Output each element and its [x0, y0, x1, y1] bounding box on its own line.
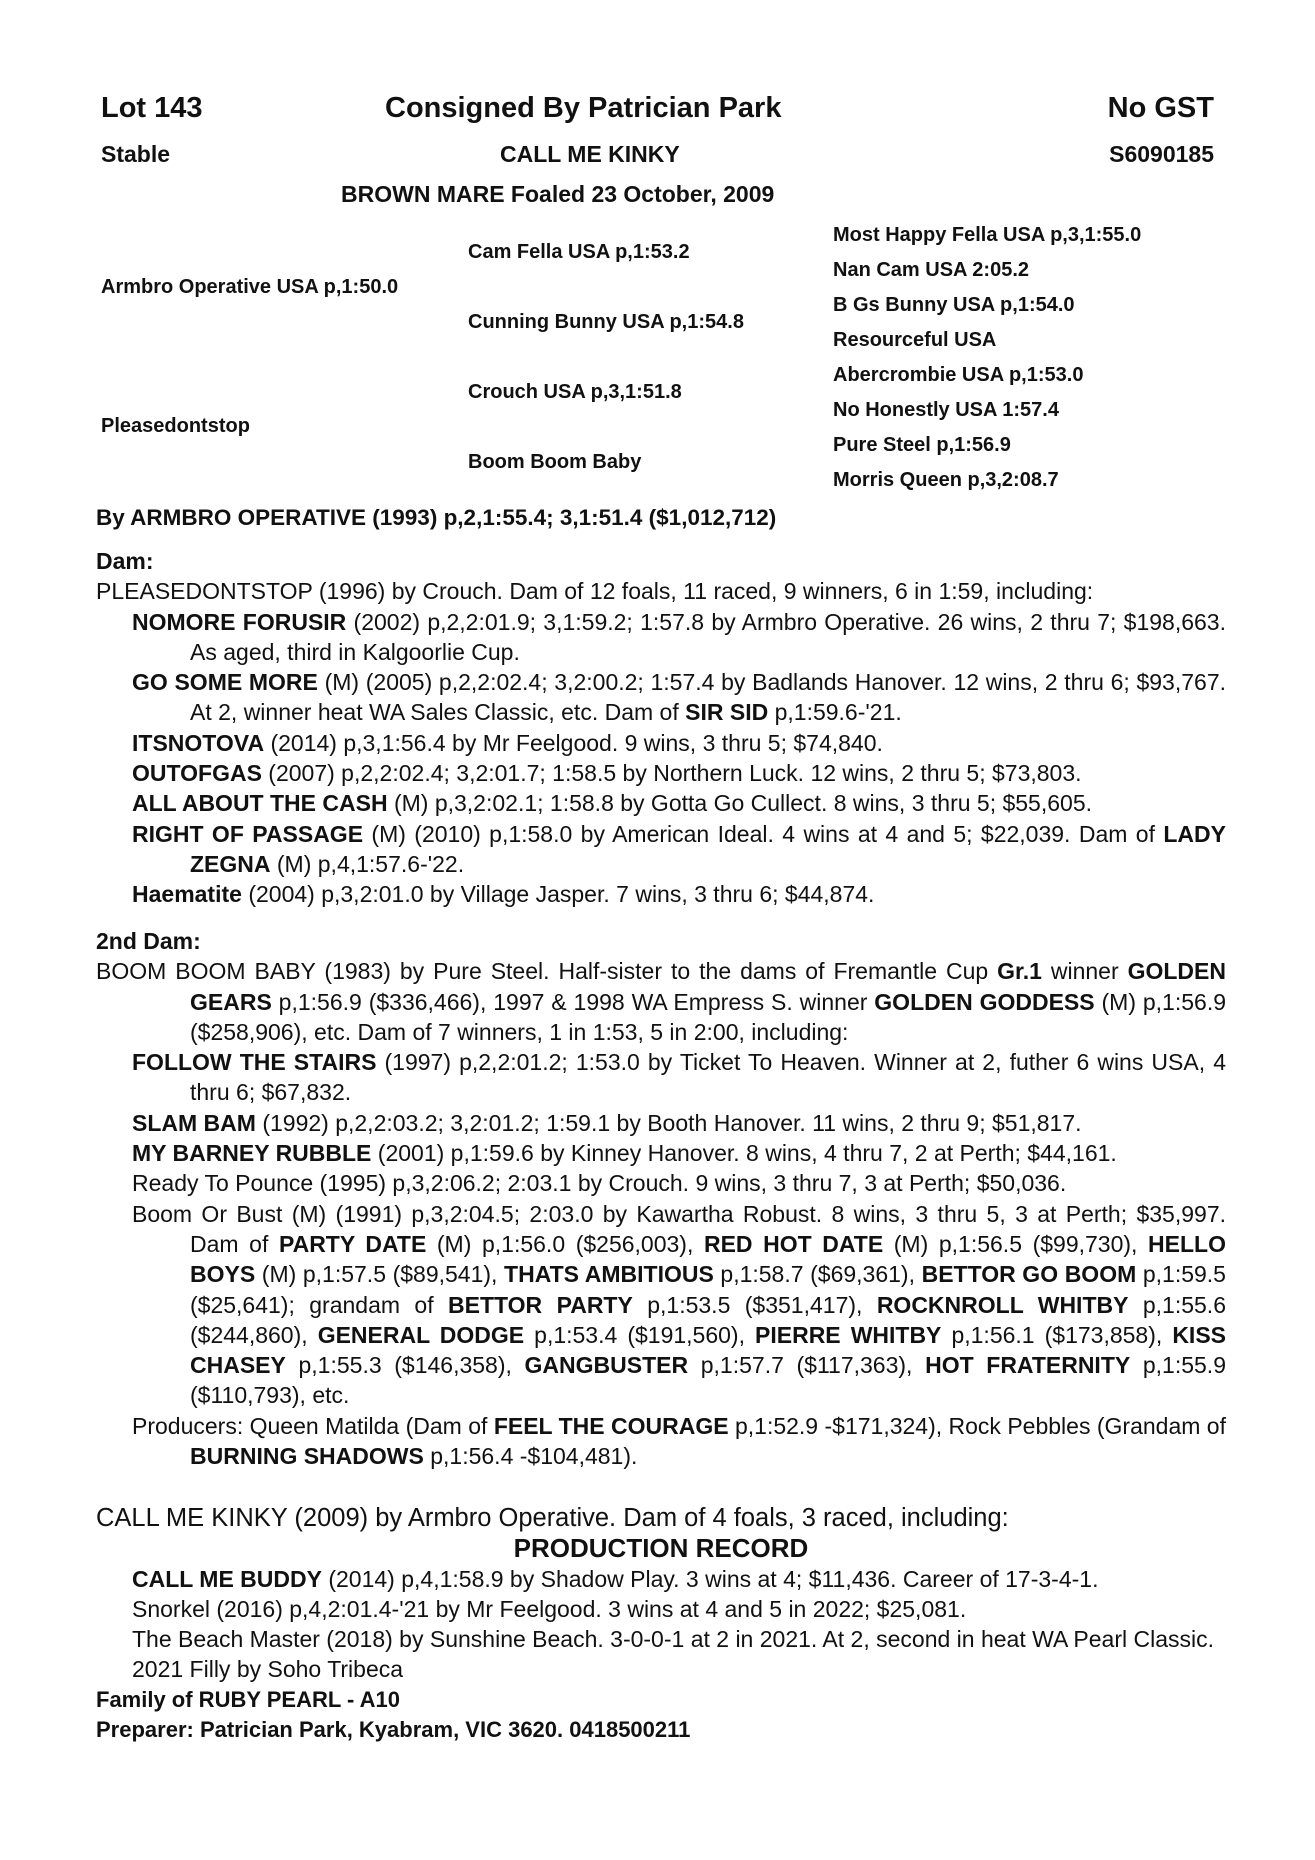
- consignor: Consigned By Patrician Park: [385, 92, 782, 124]
- dam-intro: PLEASEDONTSTOP (1996) by Crouch. Dam of 12 foals, 11 raced, 9 winners, 6 in 1:59, including:: [96, 578, 1094, 605]
- horse-name-bold: GOLDEN GODDESS: [874, 988, 1095, 1015]
- pedigree-gen3: Abercrombie USA p,1:53.0: [833, 364, 1084, 386]
- horse-name-bold: SIR SID: [685, 699, 769, 726]
- horse-name-bold: LADY ZEGNA: [190, 820, 1226, 877]
- progeny-entry: Ready To Pounce (1995) p,3,2:06.2; 2:03.1 by Crouch. 9 wins, 3 thru 7, 3 at Perth; $50,036.: [132, 1170, 1067, 1197]
- progeny-entry: ALL ABOUT THE CASH (M) p,3,2:02.1; 1:58.8 by Gotta Go Cullect. 8 wins, 3 thru 5; $55,605.: [132, 790, 1093, 817]
- dam-section: [96, 546, 1226, 910]
- production-entry: Snorkel (2016) p,4,2:01.4-'21 by Mr Feelgood. 3 wins at 4 and 5 in 2022; $25,081.: [132, 1595, 967, 1622]
- preparer-line: Preparer: Patrician Park, Kyabram, VIC 3620. 0418500211: [96, 1717, 691, 1743]
- progeny-entry: FOLLOW THE STAIRS (1997) p,2,2:01.2; 1:53.0 by Ticket To Heaven. Winner at 2, futher 6 wins USA, 4 thru 6; $67,832.: [132, 1049, 1226, 1106]
- horse-description: BROWN MARE Foaled 23 October, 2009: [341, 181, 775, 207]
- horse-name: CALL ME KINKY: [500, 141, 680, 167]
- production-entry: 2021 Filly by Soho Tribeca: [132, 1656, 404, 1683]
- production-heading: PRODUCTION RECORD: [513, 1533, 809, 1564]
- horse-name-bold: Haematite: [132, 881, 242, 908]
- horse-name-bold: SLAM BAM: [132, 1109, 256, 1136]
- horse-name-bold: GOLDEN GEARS: [190, 958, 1226, 1015]
- second-dam-heading: 2nd Dam:: [96, 928, 201, 954]
- pedigree-gen3: Nan Cam USA 2:05.2: [833, 259, 1029, 281]
- pedigree-gen3: Morris Queen p,3,2:08.7: [833, 469, 1059, 491]
- pedigree-gen3: B Gs Bunny USA p,1:54.0: [833, 294, 1075, 316]
- family-line: Family of RUBY PEARL - A10: [96, 1686, 400, 1712]
- horse-code: S6090185: [1109, 141, 1214, 167]
- horse-name-bold: MY BARNEY RUBBLE: [132, 1140, 372, 1167]
- progeny-entry: ITSNOTOVA (2014) p,3,1:56.4 by Mr Feelgood. 9 wins, 3 thru 5; $74,840.: [132, 729, 883, 756]
- horse-name-bold: RIGHT OF PASSAGE: [132, 820, 364, 847]
- production-intro: CALL ME KINKY (2009) by Armbro Operative. Dam of 4 foals, 3 raced, including:: [96, 1504, 1009, 1532]
- horse-name-bold: FOLLOW THE STAIRS: [132, 1049, 377, 1076]
- horse-name-bold: ITSNOTOVA: [132, 729, 265, 756]
- pedigree-dam: Pleasedontstop: [101, 415, 250, 437]
- by-line: By ARMBRO OPERATIVE (1993) p,2,1:55.4; 3,1:51.4 ($1,012,712): [96, 505, 777, 530]
- second-dam-intro: BOOM BOOM BABY (1983) by Pure Steel. Half-sister to the dams of Fremantle Cup Gr.1 winner GOLDEN GEARS p,1:56.9 ($336,466), 1997 & 1998 WA Empress S. winner GOLDEN GODDESS (M) p,1:56.9 ($258,906), etc. Dam of 7 winners, 1 in 1:53, 5 in 2:00, including:: [96, 958, 1226, 1045]
- pedigree-gen3: Pure Steel p,1:56.9: [833, 434, 1011, 456]
- progeny-entry: RIGHT OF PASSAGE (M) (2010) p,1:58.0 by American Ideal. 4 wins at 4 and 5; $22,039. Dam of LADY ZEGNA (M) p,4,1:57.6-'22.: [132, 820, 1226, 877]
- horse-name-bold: CALL ME BUDDY: [132, 1565, 322, 1592]
- pedigree-gen3: Most Happy Fella USA p,3,1:55.0: [833, 224, 1142, 246]
- progeny-entry: MY BARNEY RUBBLE (2001) p,1:59.6 by Kinney Hanover. 8 wins, 4 thru 7, 2 at Perth; $44,161.: [132, 1140, 1117, 1167]
- pedigree-gen3: Resourceful USA: [833, 329, 997, 351]
- production-entry: The Beach Master (2018) by Sunshine Beach. 3-0-0-1 at 2 in 2021. At 2, second in heat WA Pearl Classic.: [132, 1626, 1215, 1653]
- second-dam-section: [96, 926, 1226, 1471]
- gst-status: No GST: [1107, 92, 1214, 124]
- pedigree-dam-dam: Boom Boom Baby: [468, 451, 642, 473]
- lot-number: Lot 143: [101, 92, 203, 124]
- progeny-entry: Haematite (2004) p,3,2:01.0 by Village Jasper. 7 wins, 3 thru 6; $44,874.: [132, 881, 875, 908]
- pedigree-gen3: No Honestly USA 1:57.4: [833, 399, 1059, 421]
- progeny-entry: Boom Or Bust (M) (1991) p,3,2:04.5; 2:03.0 by Kawartha Robust. 8 wins, 3 thru 5, 3 at Perth; $35,997. Dam of PARTY DATE (M) p,1:56.0 ($256,003), RED HOT DATE (M) p,1:56.5 ($99,730), HELLO BOYS (M) p,1:57.5 ($89,541), THATS AMBITIOUS p,1:58.7 ($69,361), BETTOR GO BOOM p,1:59.5 ($25,641); grandam of BETTOR PARTY p,1:53.5 ($351,417), ROCKNROLL WHITBY p,1:55.6 ($244,860), GENERAL DODGE p,1:53.4 ($191,560), PIERRE WHITBY p,1:56.1 ($173,858), KISS CHASEY p,1:55.3 ($146,358), GANGBUSTER p,1:57.7 ($117,363), HOT FRATERNITY p,1:55.9 ($110,793), etc.: [132, 1200, 1226, 1409]
- dam-heading: Dam:: [96, 548, 154, 574]
- pedigree-sire: Armbro Operative USA p,1:50.0: [101, 276, 399, 298]
- progeny-entry: GO SOME MORE (M) (2005) p,2,2:02.4; 3,2:00.2; 1:57.4 by Badlands Hanover. 12 wins, 2 thru 6; $93,767. At 2, winner heat WA Sales Classic, etc. Dam of SIR SID p,1:59.6-'21.: [132, 669, 1226, 726]
- horse-name-bold: ALL ABOUT THE CASH: [132, 790, 388, 817]
- pedigree-sire-dam: Cunning Bunny USA p,1:54.8: [468, 311, 744, 333]
- horse-name-bold: NOMORE FORUSIR: [132, 608, 347, 635]
- stable-label: Stable: [101, 141, 171, 167]
- horse-name-bold: GO SOME MORE: [132, 669, 318, 696]
- horse-name-bold: OUTOFGAS: [132, 760, 262, 787]
- progeny-entry: OUTOFGAS (2007) p,2,2:02.4; 3,2:01.7; 1:58.5 by Northern Luck. 12 wins, 2 thru 5; $73,803.: [132, 760, 1082, 787]
- progeny-entry: NOMORE FORUSIR (2002) p,2,2:01.9; 3,1:59.2; 1:57.8 by Armbro Operative. 26 wins, 2 thru 7; $198,663. As aged, third in Kalgoorlie Cup.: [132, 608, 1226, 665]
- pedigree-sire-sire: Cam Fella USA p,1:53.2: [468, 241, 690, 263]
- production-entry: CALL ME BUDDY (2014) p,4,1:58.9 by Shadow Play. 3 wins at 4; $11,436. Career of 17-3-4-1.: [132, 1565, 1099, 1592]
- progeny-entry: SLAM BAM (1992) p,2,2:03.2; 3,2:01.2; 1:59.1 by Booth Hanover. 11 wins, 2 thru 9; $51,817.: [132, 1109, 1082, 1136]
- producers-entry: Producers: Queen Matilda (Dam of FEEL THE COURAGE p,1:52.9 -$171,324), Rock Pebbles (Grandam of BURNING SHADOWS p,1:56.4 -$104,481).: [132, 1412, 1226, 1470]
- production-section: [96, 1503, 1226, 1745]
- pedigree-dam-sire: Crouch USA p,3,1:51.8: [468, 381, 682, 403]
